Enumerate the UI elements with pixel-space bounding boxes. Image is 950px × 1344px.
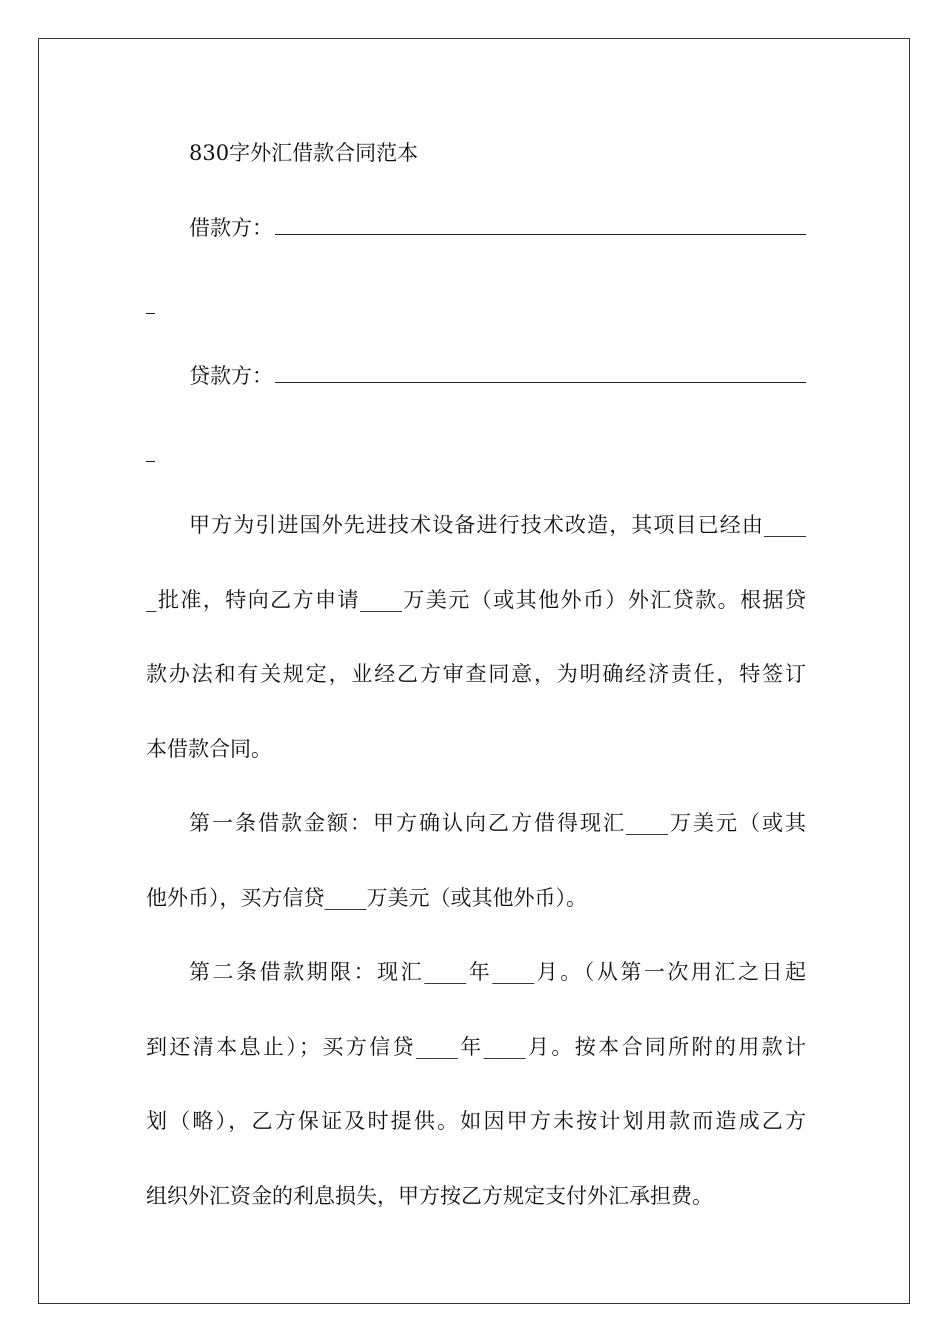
- paragraph-line: 本借款合同。: [146, 737, 272, 761]
- paragraph-line: 第一条借款金额：甲方确认向乙方借得现汇____万美元（或其: [189, 811, 806, 835]
- paragraph-line: 到还清本息止）；买方信贷____年____月。按本合同所附的用款计: [146, 1035, 806, 1059]
- borrower-field: [146, 213, 806, 243]
- paragraph-line: 划（略），乙方保证及时提供。如因甲方未按计划用款而造成乙方: [146, 1109, 806, 1133]
- lender-blank: [275, 362, 806, 383]
- paragraph-line: 第二条借款期限：现汇____年____月。（从第一次用汇之日起: [189, 960, 806, 984]
- borrower-label: 借款方：: [189, 216, 273, 240]
- paragraph-line: 甲方为引进国外先进技术设备进行技术改造，其项目已经由____: [189, 513, 806, 537]
- paragraph-line: 组织外汇资金的利息损失，甲方按乙方规定支付外汇承担费。: [146, 1184, 713, 1208]
- lender-label: 贷款方：: [189, 364, 273, 388]
- lender-field: [146, 361, 806, 391]
- paragraph-line: 款办法和有关规定，业经乙方审查同意，为明确经济责任，特签订: [146, 662, 806, 686]
- paragraph-line: _批准，特向乙方申请____万美元（或其他外币）外汇贷款。根据贷: [146, 588, 806, 612]
- document-title: 830字外汇借款合同范本: [189, 141, 419, 165]
- lender-blank-continuation: [146, 460, 155, 462]
- borrower-blank: [275, 214, 806, 235]
- paragraph-line: 他外币），买方信贷____万美元（或其他外币）。: [146, 886, 587, 910]
- borrower-blank-continuation: [146, 312, 155, 314]
